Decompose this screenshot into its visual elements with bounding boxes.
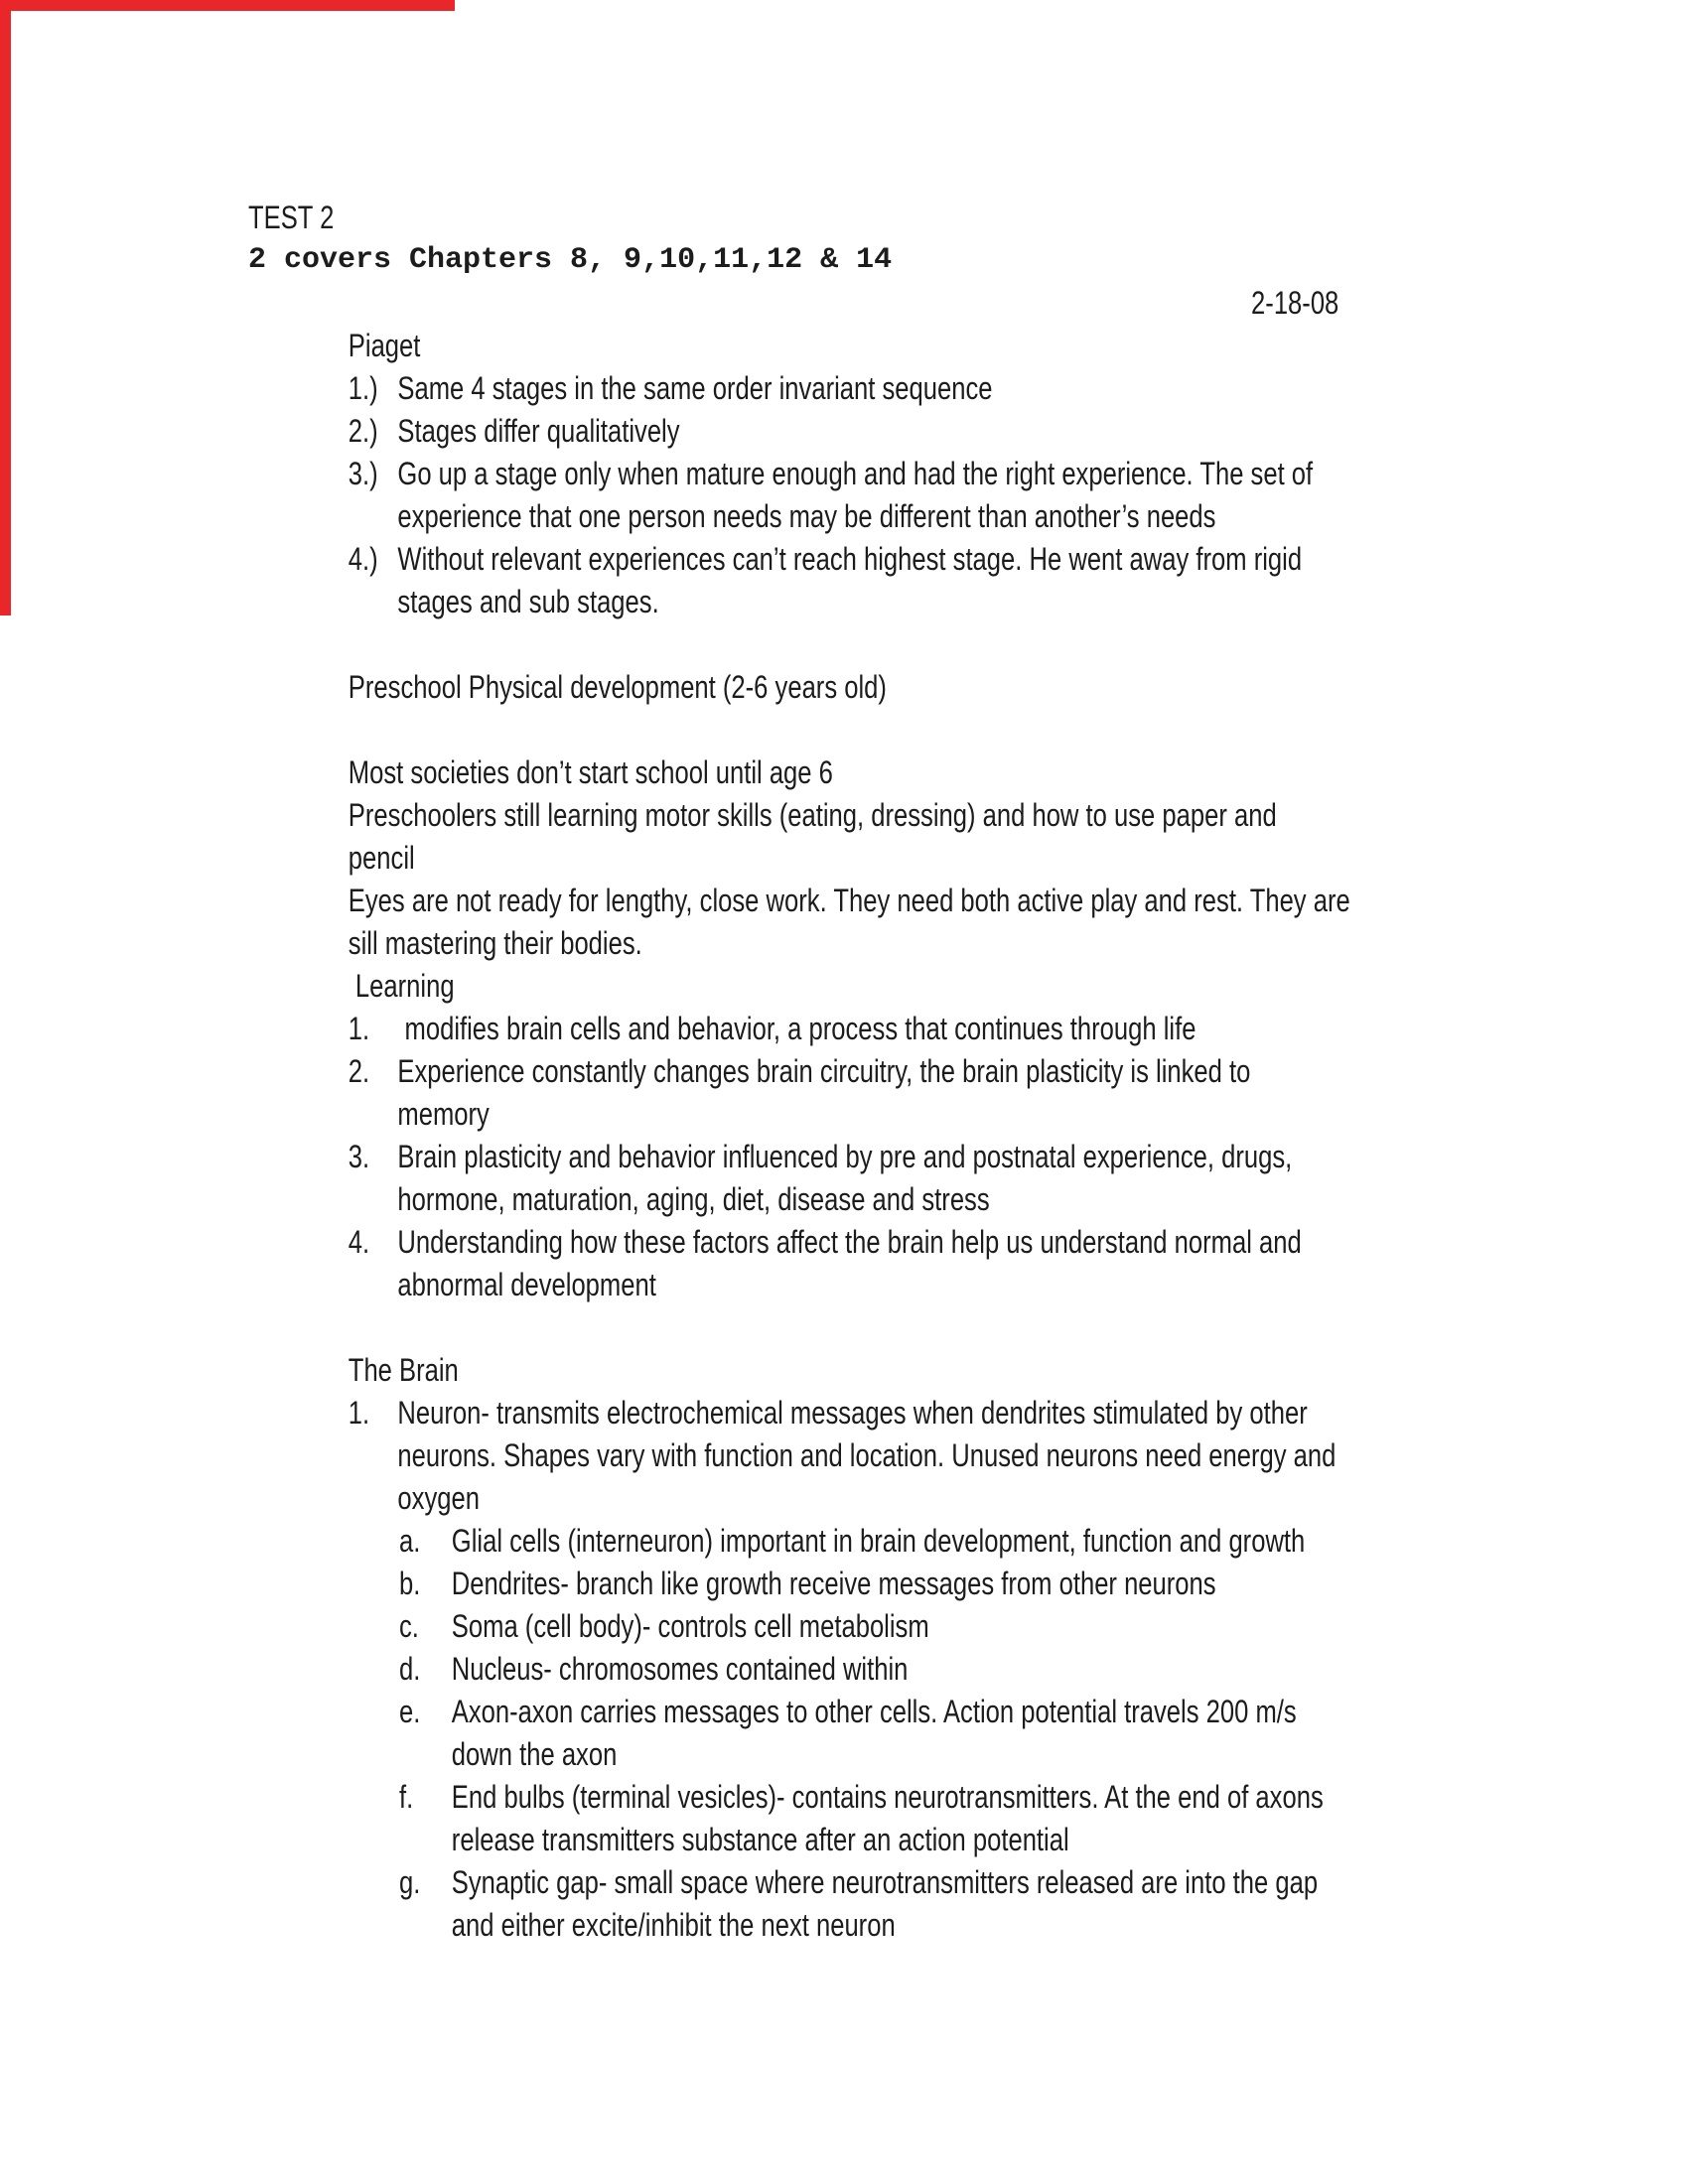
line-text: Brain plasticity and behavior influenced by pre and postnatal experience, drugs, — [397, 1139, 1293, 1174]
note-line — [248, 1477, 1440, 1520]
note-line — [248, 1050, 1440, 1093]
note-line — [248, 1008, 1440, 1050]
doc-title-text: TEST 2 — [248, 200, 335, 235]
line-text: Dendrites- branch like growth receive messages from other neurons — [451, 1566, 1216, 1601]
note-line — [248, 1691, 1440, 1733]
note-line — [248, 1648, 1440, 1691]
list-marker: b. — [399, 1566, 421, 1601]
list-marker: e. — [399, 1694, 421, 1729]
line-text: Learning — [348, 968, 455, 1004]
scan-mark-top — [0, 0, 455, 11]
date-line — [993, 282, 1338, 325]
line-text: Eyes are not ready for lengthy, close work. They need both active play and rest. They are — [348, 883, 1350, 918]
coverage-line: 2 covers Chapters 8, 9,10,11,12 & 14 — [248, 243, 893, 277]
list-marker: 2.) — [348, 413, 378, 449]
line-text: release transmitters substance after an action potential — [451, 1822, 1069, 1857]
note-line — [248, 1776, 1440, 1819]
line-text: experience that one person needs may be different than another’s needs — [397, 498, 1216, 534]
note-line — [248, 922, 1440, 965]
note-line — [248, 709, 1440, 751]
line-text: stages and sub stages. — [397, 584, 659, 619]
list-marker: a. — [399, 1523, 421, 1559]
line-text: hormone, maturation, aging, diet, disease and stress — [397, 1181, 990, 1217]
date-text: 2-18-08 — [1250, 285, 1338, 321]
line-text: Go up a stage only when mature enough and had the right experience. The set of — [397, 456, 1314, 491]
note-line — [248, 453, 1440, 495]
note-line — [248, 495, 1440, 538]
note-line — [248, 325, 1440, 367]
note-line — [248, 666, 1440, 709]
line-text: Without relevant experiences can’t reach highest stage. He went away from rigid — [397, 541, 1303, 577]
line-text: Soma (cell body)- controls cell metabolism — [451, 1608, 929, 1644]
line-text: Preschool Physical development (2-6 years old) — [348, 669, 887, 705]
note-line — [248, 1392, 1440, 1434]
doc-title — [248, 197, 355, 239]
line-text: Understanding how these factors affect the brain help us understand normal and — [397, 1224, 1302, 1260]
list-marker: 1. — [348, 1011, 370, 1046]
line-text: Same 4 stages in the same order invariant sequence — [397, 370, 993, 406]
list-marker: g. — [399, 1864, 421, 1900]
line-text: memory — [397, 1096, 490, 1132]
list-marker: d. — [399, 1651, 421, 1687]
list-marker: 2. — [348, 1053, 370, 1089]
note-line — [248, 1264, 1440, 1306]
line-text: pencil — [348, 840, 415, 876]
note-line — [248, 1178, 1440, 1221]
note-line — [248, 965, 1440, 1008]
line-text: sill mastering their bodies. — [348, 925, 642, 961]
note-line — [248, 1819, 1440, 1861]
list-marker: f. — [399, 1779, 414, 1815]
line-text: Glial cells (interneuron) important in brain development, function and growth — [451, 1523, 1306, 1559]
line-text: Piaget — [348, 328, 421, 363]
note-line — [248, 1221, 1440, 1264]
line-text: abnormal development — [397, 1267, 656, 1302]
list-marker: 4.) — [348, 541, 378, 577]
note-line — [248, 1306, 1440, 1349]
line-text: Experience constantly changes brain circuitry, the brain plasticity is linked to — [397, 1053, 1251, 1089]
line-text: Axon-axon carries messages to other cells. Action potential travels 200 m/s — [451, 1694, 1297, 1729]
note-line — [248, 1136, 1440, 1178]
note-line — [248, 1434, 1440, 1477]
line-text: down the axon — [451, 1736, 618, 1772]
list-marker: 4. — [348, 1224, 370, 1260]
note-line — [248, 751, 1440, 794]
note-line — [248, 1861, 1440, 1904]
line-text: neurons. Shapes vary with function and location. Unused neurons need energy and — [397, 1437, 1336, 1473]
note-line — [248, 1733, 1440, 1776]
note-line — [248, 1605, 1440, 1648]
note-line — [248, 794, 1440, 837]
line-text: Stages differ qualitatively — [397, 413, 680, 449]
line-text: Preschoolers still learning motor skills (eating, dressing) and how to use paper and — [348, 797, 1277, 833]
note-line — [248, 538, 1440, 581]
list-marker: 1.) — [348, 370, 378, 406]
note-line — [248, 410, 1440, 453]
line-text: Most societies don’t start school until age 6 — [348, 754, 833, 790]
scan-mark-left — [0, 0, 11, 615]
list-marker: 3. — [348, 1139, 370, 1174]
note-line — [248, 1904, 1440, 1947]
note-line — [248, 581, 1440, 623]
note-line — [248, 367, 1440, 410]
note-line — [248, 837, 1440, 880]
note-lines — [248, 325, 1440, 1947]
line-text: The Brain — [348, 1352, 459, 1388]
note-line — [248, 880, 1440, 922]
line-text: modifies brain cells and behavior, a process that continues through life — [397, 1011, 1196, 1046]
line-text: Synaptic gap- small space where neurotransmitters released are into the gap — [451, 1864, 1319, 1900]
note-line — [248, 1563, 1440, 1605]
list-marker: 1. — [348, 1395, 370, 1431]
line-text: End bulbs (terminal vesicles)- contains neurotransmitters. At the end of axons — [451, 1779, 1324, 1815]
line-text: Nucleus- chromosomes contained within — [451, 1651, 909, 1687]
list-marker: 3.) — [348, 456, 378, 491]
line-text: Neuron- transmits electrochemical messages when dendrites stimulated by other — [397, 1395, 1308, 1431]
line-text: oxygen — [397, 1480, 480, 1516]
list-marker: c. — [399, 1608, 419, 1644]
note-line — [248, 1349, 1440, 1392]
note-line — [248, 623, 1440, 666]
note-line — [248, 1520, 1440, 1563]
line-text: and either excite/inhibit the next neuron — [451, 1907, 896, 1943]
note-line — [248, 1093, 1440, 1136]
